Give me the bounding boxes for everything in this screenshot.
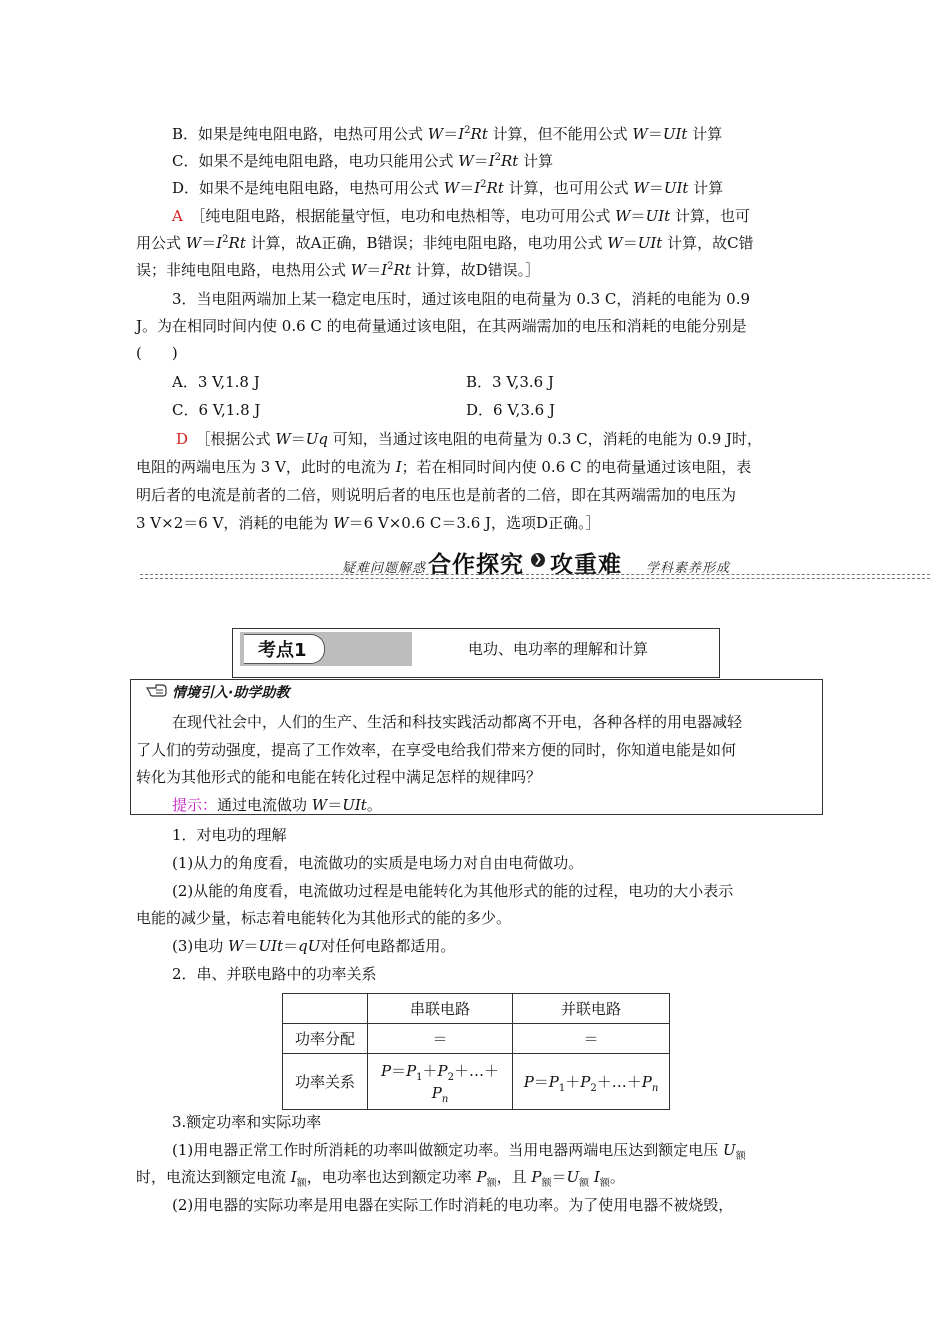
- section-3-title: 3.额定功率和实际功率: [172, 1113, 322, 1131]
- option-3a: A．3 V,1.8 J: [172, 373, 260, 391]
- table-header-series: 串联电路: [368, 994, 513, 1024]
- chevron-right-icon: ❯: [531, 553, 545, 567]
- section-3-item-1-line-2: 时，电流达到额定电流 $I_额$，电功率也达到额定功率 $P_额$，且 $P_额=U_额$ $I_额$。: [136, 1168, 625, 1189]
- section-1-item-2-line-1: (2)从能的角度看，电流做功过程是电能转化为其他形式的能的过程，电功的大小表示: [172, 882, 734, 900]
- section-1-item-2-line-2: 电能的减少量，标志着电能转化为其他形式的能的多少。: [136, 909, 512, 927]
- option-d-line: D．如果不是纯电阻电路，电热可用公式 $W=I^2Rt$ 计算，也可用公式 W＝UIt 计算: [172, 179, 724, 197]
- pointing-hand-icon: [146, 683, 168, 697]
- section-1-item-1: (1)从力的角度看，电流做功的实质是电场力对自由电荷做功。: [172, 854, 584, 872]
- table-cell-parallel-distribution: ＝: [513, 1024, 670, 1054]
- section-2-title: 2．串、并联电路中的功率关系: [172, 965, 377, 983]
- answer-3-line-4: 3 V×2＝6 V，消耗的电能为 W＝6 V×0.6 C＝3.6 J，选项D正确。］: [136, 514, 601, 532]
- context-title: 情境引入·助学助教: [172, 685, 290, 701]
- option-3b: B．3 V,3.6 J: [466, 373, 554, 391]
- option-b-line: B．如果是纯电阻电路，电热可用公式 $W=I^2Rt$ 计算，但不能用公式 W＝UIt 计算: [172, 125, 723, 143]
- question-3-line-1: 3．当电阻两端加上某一稳定电压时，通过该电阻的电荷量为 0.3 C，消耗的电能为 0.9: [172, 290, 751, 308]
- table-header-parallel: 并联电路: [513, 994, 670, 1024]
- question-3-line-3: ( ): [136, 344, 178, 362]
- answer-2-line-2: 用公式 $W=I^2Rt$ 计算，故A正确，B错误；非纯电阻电路，电功用公式 W＝UIt 计算，故C错: [136, 234, 754, 252]
- context-para-1: 在现代社会中，人们的生产、生活和科技实践活动都离不开电，各种各样的用电器减轻: [172, 713, 743, 731]
- section-3-item-2: (2)用电器的实际功率是用电器在实际工作时消耗的电功率。为了使用电器不被烧毁，: [172, 1196, 734, 1214]
- table-row-label-distribution: 功率分配: [283, 1024, 368, 1054]
- section-header-right: 学科素养形成: [646, 561, 731, 576]
- section-1-title: 1．对电功的理解: [172, 826, 287, 844]
- section-divider-2: [140, 578, 930, 579]
- answer-2-letter: A: [172, 207, 183, 225]
- table-cell-parallel-relation: $P=P_1+P_2+\dots+P_n$: [513, 1054, 670, 1110]
- context-hint: 提示：通过电流做功 W＝UIt。: [172, 796, 382, 814]
- context-para-2: 了人们的劳动强度，提高了工作效率，在享受电给我们带来方便的同时，你知道电能是如何: [136, 741, 737, 759]
- table-header-empty: [283, 994, 368, 1024]
- option-3c: C．6 V,1.8 J: [172, 401, 261, 419]
- option-3d: D．6 V,3.6 J: [466, 401, 555, 419]
- answer-2-line-3: 误；非纯电阻电路，电热用公式 $W=I^2Rt$ 计算，故D错误。］: [136, 261, 541, 279]
- question-3-line-2: J。为在相同时间内使 0.6 C 的电荷量通过该电阻，在其两端需加的电压和消耗的电能分别是: [136, 317, 747, 335]
- power-relation-table: [282, 993, 670, 1110]
- section-1-item-3: (3)电功 W＝UIt＝qU对任何电路都适用。: [172, 937, 456, 955]
- answer-3-line-2: 电阻的两端电压为 3 V，此时的电流为 I；若在相同时间内使 0.6 C 的电荷量通过该电阻，表: [136, 458, 752, 476]
- topic-label: 考点1: [258, 640, 307, 661]
- option-c-line: C．如果不是纯电阻电路，电功只能用公式 $W=I^2Rt$ 计算: [172, 152, 554, 170]
- table-cell-series-distribution: ＝: [368, 1024, 513, 1054]
- context-para-3: 转化为其他形式的能和电能在转化过程中满足怎样的规律吗？: [136, 768, 542, 786]
- section-header-left: 疑难问题解惑: [342, 561, 427, 576]
- section-divider: [140, 574, 930, 575]
- section-header-title-2: 攻重难: [550, 552, 622, 578]
- answer-3-letter: D: [176, 430, 189, 448]
- hint-label: 提示：: [172, 796, 218, 814]
- table-row-label-relation: 功率关系: [283, 1054, 368, 1110]
- answer-3-line-1: D ［根据公式 W＝Uq 可知，当通过该电阻的电荷量为 0.3 C，消耗的电能为 0.9 J时，: [176, 430, 763, 448]
- topic-title: 电功、电功率的理解和计算: [468, 640, 649, 658]
- section-header-title-1: 合作探究: [428, 552, 524, 578]
- answer-3-line-3: 明后者的电流是前者的二倍，则说明后者的电压也是前者的二倍，即在其两端需加的电压为: [136, 486, 737, 504]
- answer-2-line-1: A ［纯电阻电路，根据能量守恒，电功和电热相等，电功可用公式 W＝UIt 计算，也可: [172, 207, 750, 225]
- table-cell-series-relation: $P=P_1+P_2+\dots+$ $P_n$: [368, 1054, 513, 1110]
- section-3-item-1-line-1: (1)用电器正常工作时所消耗的功率叫做额定功率。当用电器两端电压达到额定电压 $U_额$: [172, 1141, 746, 1162]
